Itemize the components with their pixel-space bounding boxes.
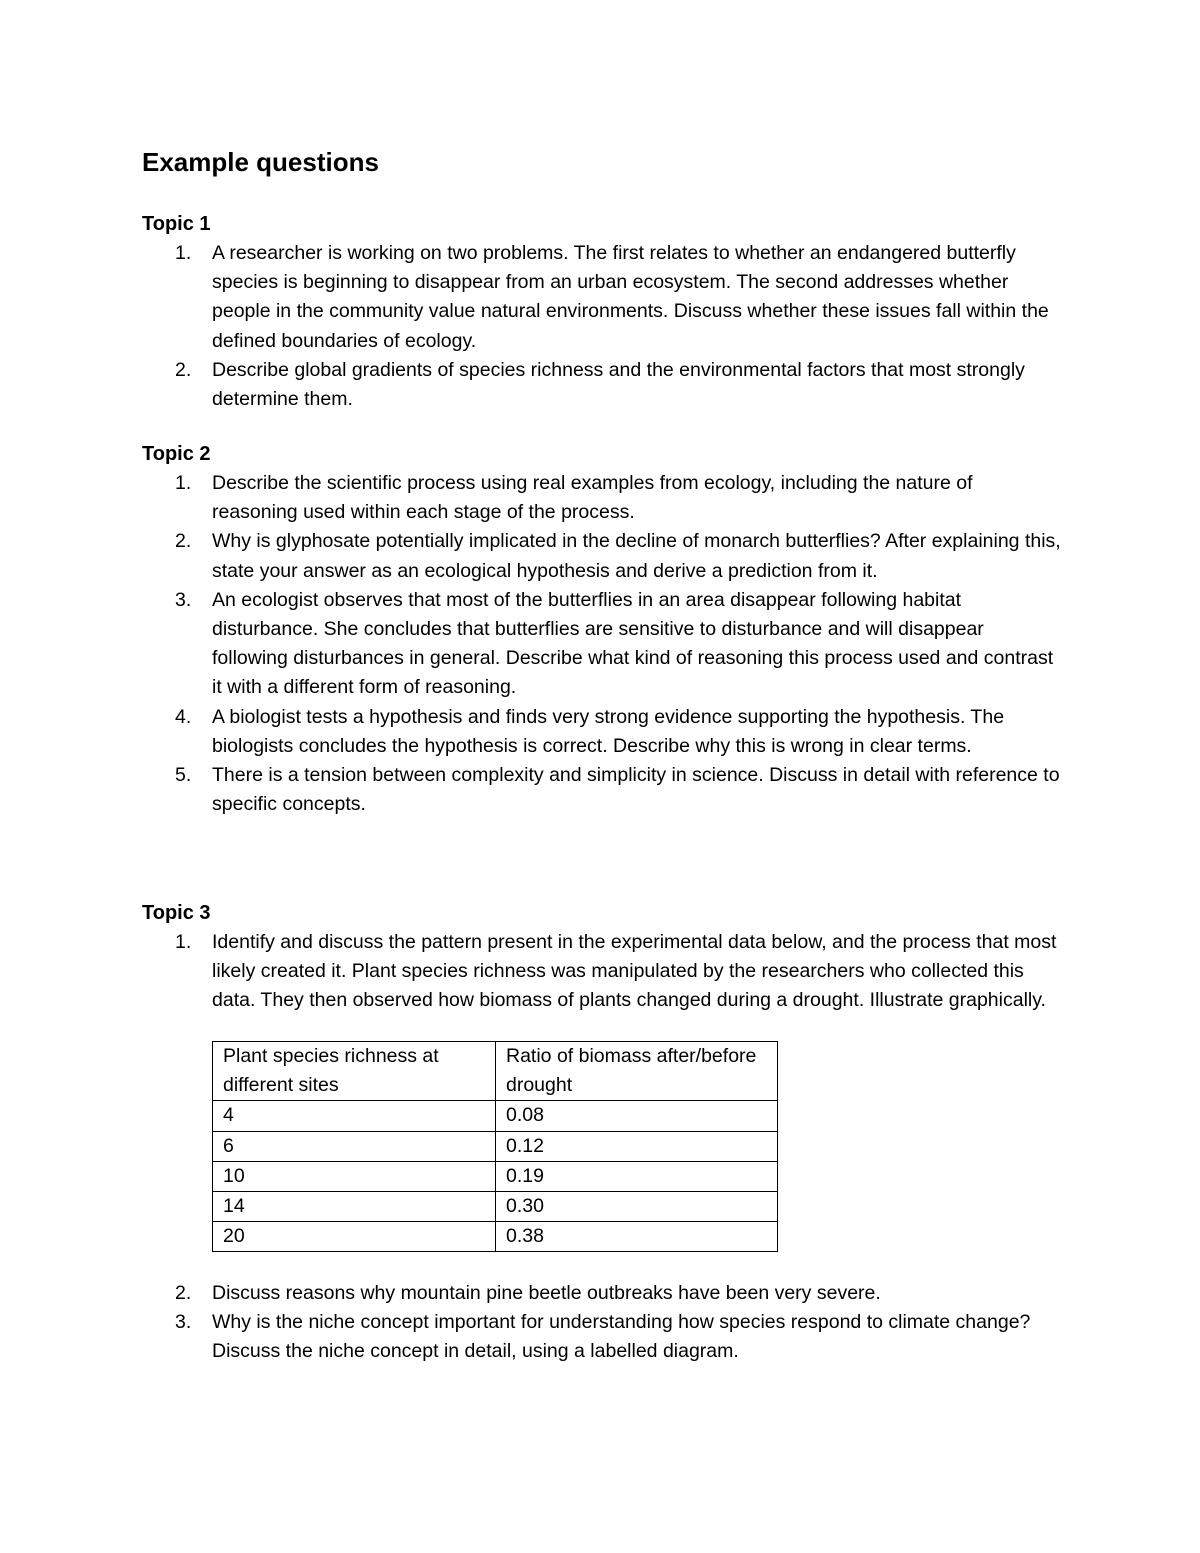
question-text: Why is glyphosate potentially implicated in the decline of monarch butterflies? After explaining this, state your answer as an ecological hypothesis and derive a prediction from it. [212,530,1061,582]
question-item [142,703,1062,761]
table-cell: 10 [213,1161,496,1191]
table-cell: 0.30 [496,1192,778,1222]
data-table [212,1041,778,1252]
table-cell: 0.08 [496,1101,778,1131]
table-cell: 0.38 [496,1222,778,1252]
table-cell: 0.12 [496,1131,778,1161]
question-number: 3. [175,1311,192,1334]
table-cell: 20 [213,1222,496,1252]
question-item [142,356,1062,414]
table-cell: 0.19 [496,1161,778,1191]
question-text: A biologist tests a hypothesis and finds very strong evidence supporting the hypothesis. The biologists concludes the hypothesis is correct. Describe why this is wrong in clear terms. [212,705,1005,757]
topic-2-question-list [142,469,1062,819]
question-item [142,1279,1062,1308]
table-row [213,1161,778,1191]
question-number: 2. [175,1282,192,1304]
table-row [213,1101,778,1131]
column-header-biomass-ratio: Ratio of biomass after/before drought [496,1042,778,1101]
question-item [142,469,1062,527]
question-number: 1. [175,472,192,494]
table-cell: 6 [213,1131,496,1161]
question-number: 5. [175,764,192,787]
topic-3-question-list-part-2 [142,1279,1062,1367]
question-item [142,761,1062,819]
question-number: 3. [175,588,192,611]
question-item [142,928,1062,1016]
table-row [213,1222,778,1252]
question-item [142,1308,1062,1366]
table-header-row [213,1042,778,1101]
question-number: 1. [175,242,192,264]
question-text: Identify and discuss the pattern present in the experimental data below, and the process that most likely created it. Plant species richness was manipulated by the researchers who collected this data. They then observed how biomass of plants changed during a drought. Illustrate graphically. [212,931,1057,1012]
question-text: Why is the niche concept important for understanding how species respond to climate change? Discuss the niche concept in detail, using a labelled diagram. [212,1311,1031,1363]
question-text: There is a tension between complexity and simplicity in science. Discuss in detail with reference to specific concepts. [212,764,1060,816]
table-row [213,1192,778,1222]
topic-3-heading: Topic 3 [142,902,211,924]
question-text: Discuss reasons why mountain pine beetle outbreaks have been very severe. [212,1282,881,1304]
table-cell: 14 [213,1192,496,1222]
column-header-species-richness: Plant species richness at different sites [213,1042,496,1101]
document-title: Example questions [142,147,379,177]
question-text: Describe global gradients of species richness and the environmental factors that most strongly determine them. [212,358,1025,411]
table-cell: 4 [213,1101,496,1131]
question-text: An ecologist observes that most of the butterflies in an area disappear following habitat disturbance. She concludes that butterflies are sensitive to disturbance and will disappear following disturbances in general. Describe what kind of reasoning this process used and contrast it with a different form of reasoning. [212,588,1054,699]
question-text: A researcher is working on two problems. The first relates to whether an endangered butterfly species is beginning to disappear from an urban ecosystem. The second addresses whether people in the community value natural environments. Discuss whether these issues fall within the defined boundaries of ecology. [212,242,1049,352]
topic-2-heading: Topic 2 [142,443,211,465]
topic-1-question-list [142,239,1062,414]
table-row [213,1131,778,1161]
topic-3-question-list-part-1 [142,928,1062,1016]
question-item [142,527,1062,585]
question-number: 2. [175,530,192,553]
question-number: 1. [175,931,192,953]
question-item [142,239,1062,356]
question-number: 4. [175,705,192,728]
question-item [142,586,1062,703]
question-text: Describe the scientific process using real examples from ecology, including the nature of reasoning used within each stage of the process. [212,472,973,524]
topic-1-heading: Topic 1 [142,213,211,235]
question-number: 2. [175,358,192,381]
